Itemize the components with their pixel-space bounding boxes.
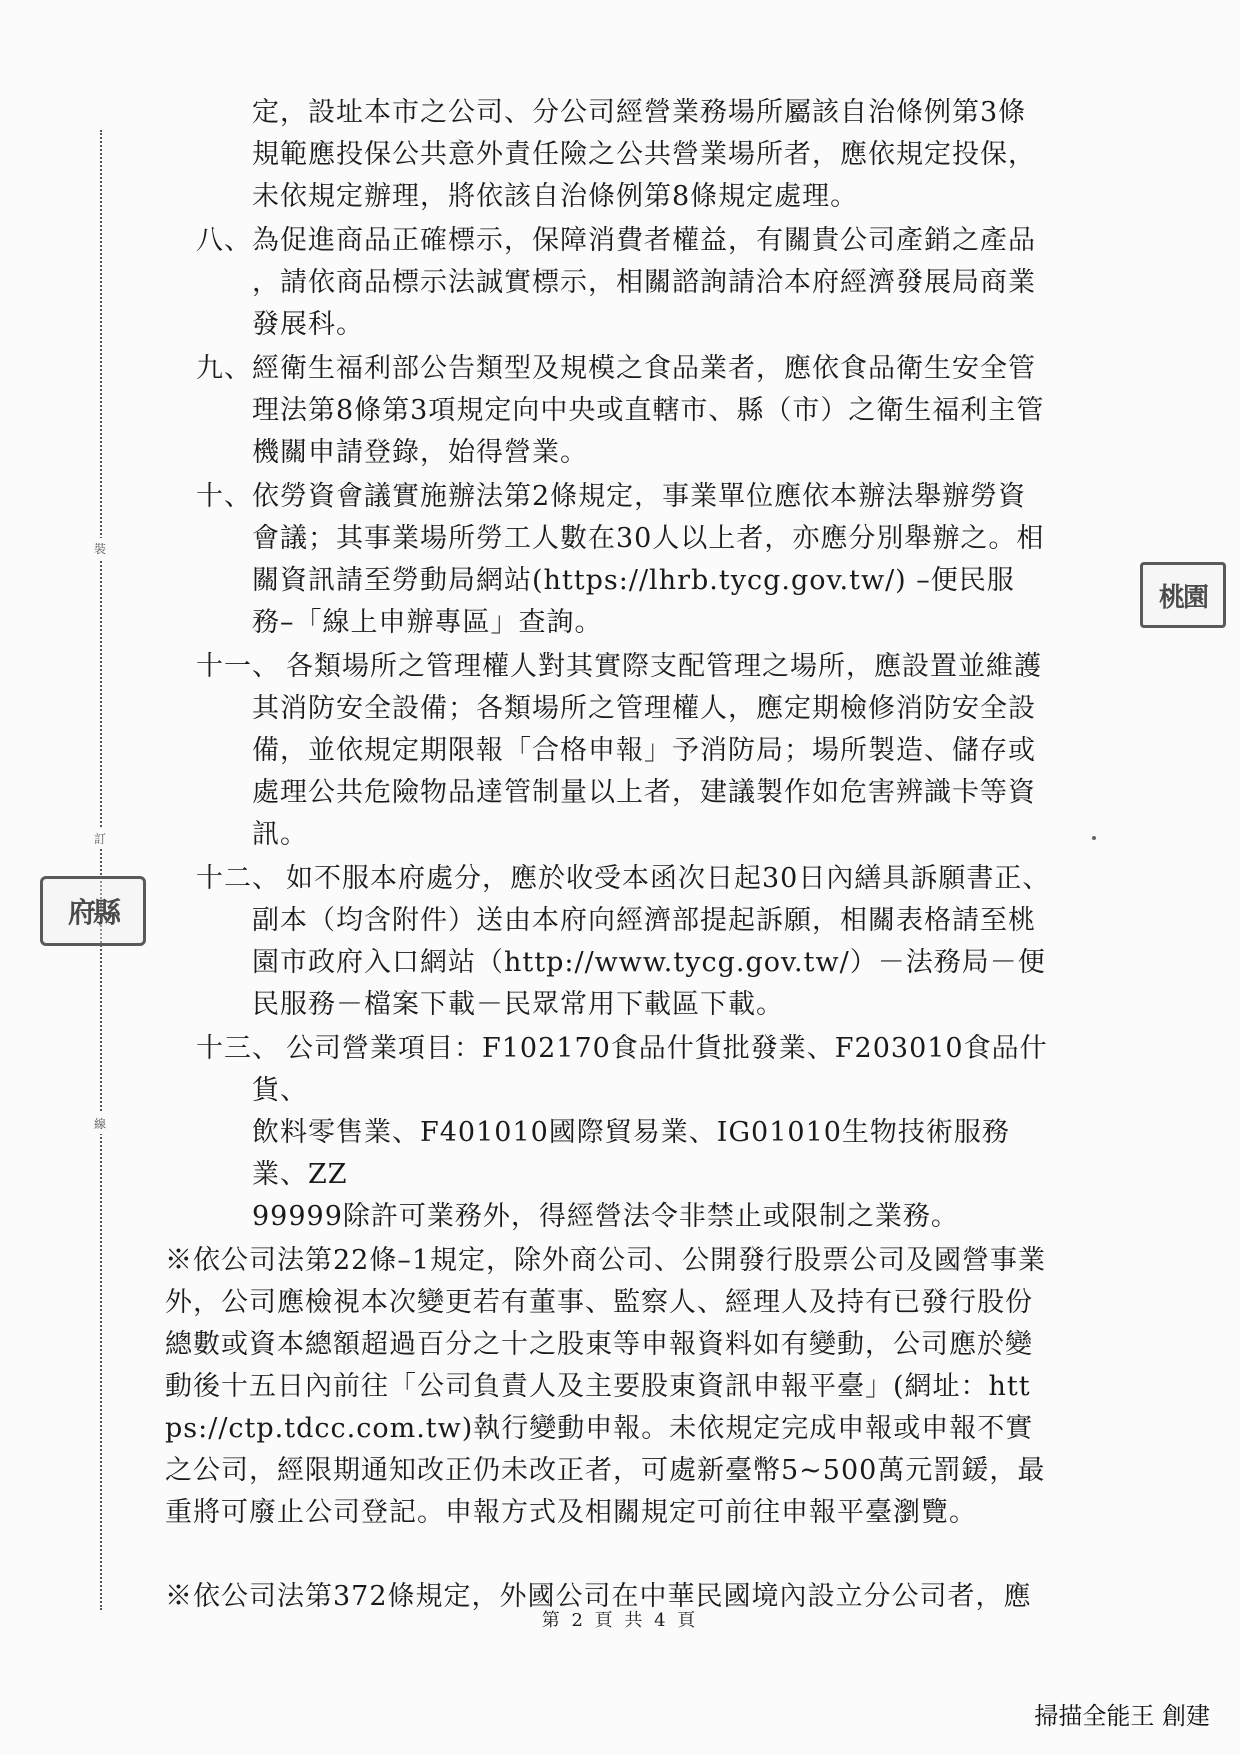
binding-label-zhuang: 裝 xyxy=(94,538,106,559)
item-13 xyxy=(160,1028,1060,1238)
line: 副本（均含附件）送由本府向經濟部提起訴願，相關表格請至桃 xyxy=(252,905,1036,936)
line: 各類場所之管理權人對其實際支配管理之場所，應設置並維護 xyxy=(286,651,1042,682)
line: 園市政府入口網站（http://www.tycg.gov.tw/）－法務局－便 xyxy=(252,947,1046,978)
binding-line xyxy=(100,130,102,1610)
scanner-watermark: 掃描全能王 創建 xyxy=(1034,1702,1210,1730)
item-number: 八、 xyxy=(196,225,252,256)
line: 備，並依規定期限報「合格申報」予消防局；場所製造、儲存或 xyxy=(252,735,1036,766)
binding-label-xian: 線 xyxy=(94,1113,106,1134)
continued-paragraph xyxy=(160,92,1060,218)
item-11 xyxy=(160,646,1060,856)
line: 99999除許可業務外，得經營法令非禁止或限制之業務。 xyxy=(252,1201,959,1232)
line: 機關申請登錄，始得營業。 xyxy=(252,437,588,468)
line: ps://ctp.tdcc.com.tw)執行變動申報。未依規定完成申報或申報不實 xyxy=(165,1413,1034,1444)
line: 公司營業項目：F102170食品什貨批發業、F203010食品什貨、 xyxy=(252,1033,1048,1106)
item-10 xyxy=(160,476,1060,644)
line: 飲料零售業、F401010國際貿易業、IG01010生物技術服務業、ZZ xyxy=(252,1117,1010,1190)
item-number: 九、 xyxy=(196,353,252,384)
line: 依勞資會議實施辦法第2條規定，事業單位應依本辦法舉辦勞資 xyxy=(252,481,1027,512)
line: 為促進商品正確標示，保障消費者權益，有關貴公司產銷之產品 xyxy=(252,225,1036,256)
line: 務–「線上申辦專區」查詢。 xyxy=(252,607,603,638)
line: 發展科。 xyxy=(252,309,364,340)
line: 重將可廢止公司登記。申報方式及相關規定可前往申報平臺瀏覽。 xyxy=(165,1497,977,1528)
item-number: 十、 xyxy=(196,481,252,512)
line: 理法第8條第3項規定向中央或直轄市、縣（市）之衛生福利主管 xyxy=(252,395,1045,426)
binding-label-ding: 訂 xyxy=(94,828,106,849)
line: 會議；其事業場所勞工人數在30人以上者，亦應分別舉辦之。相 xyxy=(252,523,1045,554)
line: ，請依商品標示法誠實標示，相關諮詢請洽本府經濟發展局商業 xyxy=(252,267,1036,298)
line: ※依公司法第372條規定，外國公司在中華民國境內設立分公司者，應 xyxy=(165,1581,1032,1612)
scan-speck xyxy=(1092,836,1096,840)
line: 定，設址本市之公司、分公司經營業務場所屬該自治條例第3條 xyxy=(252,97,1027,128)
line: 未依規定辦理，將依該自治條例第8條規定處理。 xyxy=(252,181,859,212)
line: 處理公共危險物品達管制量以上者，建議製作如危害辨識卡等資 xyxy=(252,777,1036,808)
page-number: 第 2 頁 共 4 頁 xyxy=(541,1610,699,1631)
line: 經衛生福利部公告類型及規模之食品業者，應依食品衛生安全管 xyxy=(252,353,1036,384)
official-seal-right: 桃園 xyxy=(1140,562,1226,628)
line: ※依公司法第22條–1規定，除外商公司、公開發行股票公司及國營事業 xyxy=(165,1245,1047,1276)
item-9 xyxy=(160,348,1060,474)
item-number: 十三、 xyxy=(196,1033,280,1064)
line: 其消防安全設備；各類場所之管理權人，應定期檢修消防安全設 xyxy=(252,693,1036,724)
line: 關資訊請至勞動局網站(https://lhrb.tycg.gov.tw/) –便民服 xyxy=(252,565,1015,596)
line: 外，公司應檢視本次變更若有董事、監察人、經理人及持有已發行股份 xyxy=(165,1287,1033,1318)
line: 之公司，經限期通知改正仍未改正者，可處新臺幣5~500萬元罰鍰，最 xyxy=(165,1455,1046,1486)
note-company-act-22-1 xyxy=(165,1240,1060,1534)
line: 總數或資本總額超過百分之十之股東等申報資料如有變動，公司應於變 xyxy=(165,1329,1033,1360)
item-number: 十二、 xyxy=(196,863,280,894)
item-8 xyxy=(160,220,1060,346)
line: 動後十五日內前往「公司負責人及主要股東資訊申報平臺」(網址：htt xyxy=(165,1371,1031,1402)
line: 規範應投保公共意外責任險之公共營業場所者，應依規定投保， xyxy=(252,139,1036,170)
line: 民服務－檔案下載－民眾常用下載區下載。 xyxy=(252,989,784,1020)
official-seal-left: 府縣 xyxy=(40,876,146,946)
item-12 xyxy=(160,858,1060,1026)
line: 訊。 xyxy=(252,819,308,850)
line: 如不服本府處分，應於收受本函次日起30日內繕具訴願書正、 xyxy=(286,863,1051,894)
document-body xyxy=(160,92,1060,1618)
item-number: 十一、 xyxy=(196,651,280,682)
